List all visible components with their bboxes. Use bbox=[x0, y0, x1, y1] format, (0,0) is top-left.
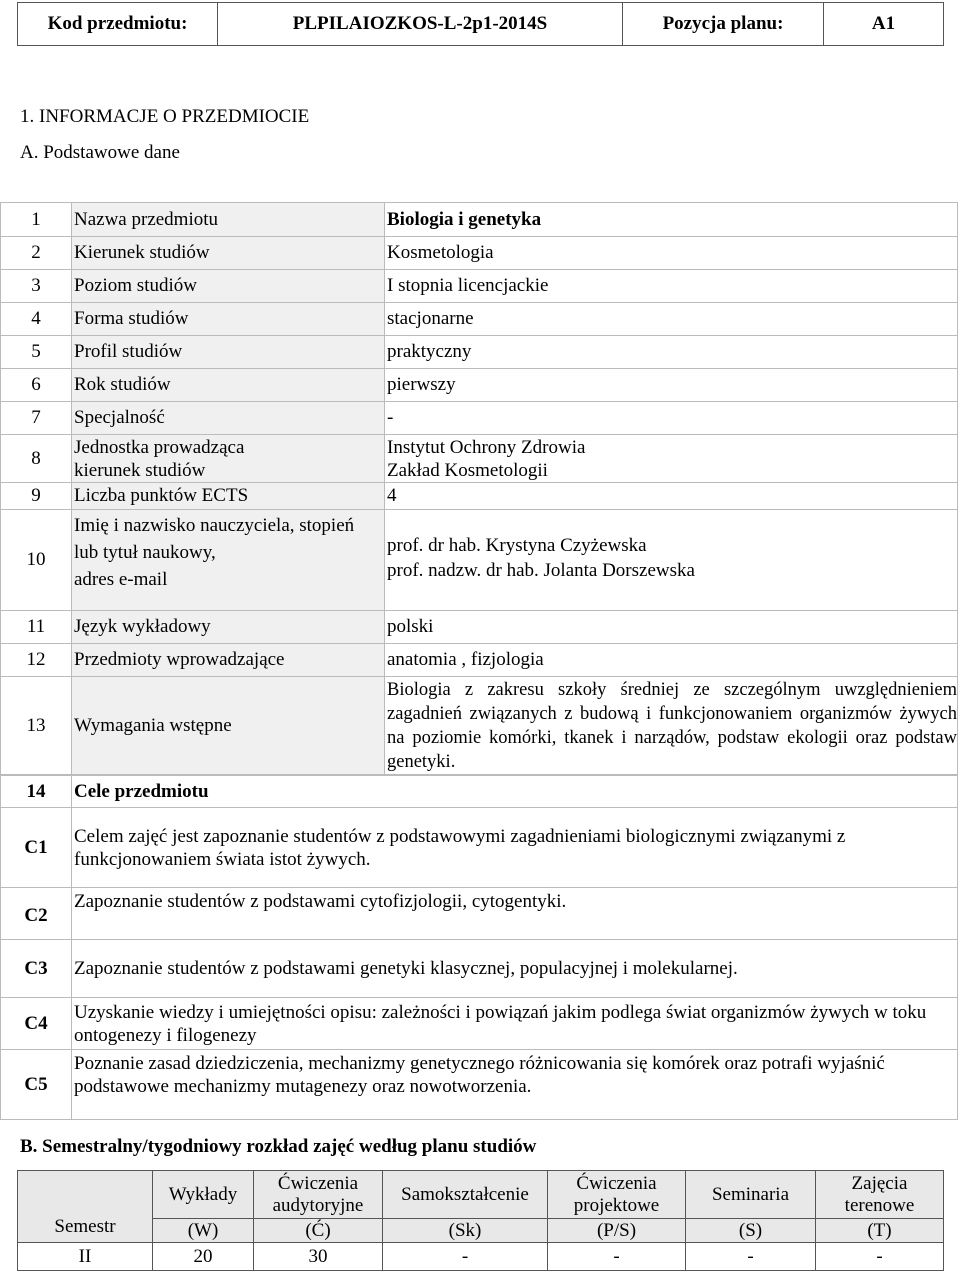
basic-info-table bbox=[0, 202, 958, 775]
row-number: 1 bbox=[1, 203, 72, 237]
goals-number: 14 bbox=[1, 776, 72, 808]
table-row bbox=[1, 435, 958, 483]
section-a-title: A. Podstawowe dane bbox=[20, 142, 180, 163]
row-value-line: Instytut Ochrony Zdrowia bbox=[387, 436, 586, 458]
column-header-line: audytoryjne bbox=[272, 1194, 364, 1216]
column-header bbox=[686, 1171, 816, 1219]
plan-label: Pozycja planu: bbox=[623, 3, 824, 46]
hours-value: - bbox=[686, 1243, 816, 1271]
header-table bbox=[17, 2, 944, 46]
row-label: Poziom studiów bbox=[72, 270, 385, 303]
goals-table bbox=[0, 775, 958, 1120]
row-label-line: adres e-mail bbox=[74, 569, 168, 590]
table-row bbox=[1, 336, 958, 369]
table-row bbox=[18, 1171, 944, 1219]
goal-code: C1 bbox=[1, 808, 72, 888]
row-value: 4 bbox=[385, 483, 958, 510]
row-value: stacjonarne bbox=[385, 303, 958, 336]
table-row bbox=[1, 483, 958, 510]
row-label bbox=[72, 510, 385, 611]
row-value: polski bbox=[385, 611, 958, 644]
row-label: Język wykładowy bbox=[72, 611, 385, 644]
column-header bbox=[383, 1171, 548, 1219]
row-number: 3 bbox=[1, 270, 72, 303]
table-row bbox=[1, 611, 958, 644]
row-label: Forma studiów bbox=[72, 303, 385, 336]
hours-value: - bbox=[548, 1243, 686, 1271]
row-value-line: prof. dr hab. Krystyna Czyżewska bbox=[387, 535, 647, 556]
goal-code: C2 bbox=[1, 888, 72, 940]
column-abbr: (W) bbox=[153, 1219, 254, 1243]
table-row bbox=[18, 1243, 944, 1271]
semester-header: Semestr bbox=[18, 1171, 153, 1243]
row-number: 7 bbox=[1, 402, 72, 435]
hours-value: - bbox=[816, 1243, 944, 1271]
row-label bbox=[72, 435, 385, 483]
column-header-line: Ćwiczenia bbox=[277, 1172, 359, 1194]
column-header bbox=[816, 1171, 944, 1219]
row-number: 11 bbox=[1, 611, 72, 644]
column-abbr: (S) bbox=[686, 1219, 816, 1243]
table-row bbox=[1, 369, 958, 402]
column-header bbox=[548, 1171, 686, 1219]
table-row bbox=[1, 888, 958, 940]
row-value: anatomia , fizjologia bbox=[385, 644, 958, 677]
row-label: Wymagania wstępne bbox=[72, 677, 385, 775]
column-abbr: (T) bbox=[816, 1219, 944, 1243]
row-value: Biologia i genetyka bbox=[385, 203, 958, 237]
row-number: 6 bbox=[1, 369, 72, 402]
row-label-line: Imię i nazwisko nauczyciela, stopień bbox=[74, 515, 355, 536]
table-row bbox=[1, 940, 958, 998]
plan-value: A1 bbox=[824, 3, 944, 46]
row-label: Nazwa przedmiotu bbox=[72, 203, 385, 237]
goal-code: C5 bbox=[1, 1050, 72, 1120]
goal-text: Uzyskanie wiedzy i umiejętności opisu: zależności i powiązań jakim podlega świat organizmów żywych w toku ontogenezy i filogenezy bbox=[72, 998, 958, 1050]
row-value-line: Zakład Kosmetologii bbox=[387, 459, 548, 481]
table-row bbox=[1, 1050, 958, 1120]
row-value: Kosmetologia bbox=[385, 237, 958, 270]
hours-value: 20 bbox=[153, 1243, 254, 1271]
column-header-line: projektowe bbox=[573, 1194, 660, 1216]
goal-text: Celem zajęć jest zapoznanie studentów z podstawowymi zagadnieniami biologicznymi związanymi z funkcjonowaniem świata istot żywych. bbox=[72, 808, 958, 888]
row-value: Biologia z zakresu szkoły średniej ze szczególnym uwzględnieniem zagadnień związanych z budową i funkcjonowaniem organizmów żywych na poziomie komórki, tkanek i narządów, podstaw ekologii oraz podstaw genetyki. bbox=[385, 677, 958, 775]
hours-value: 30 bbox=[254, 1243, 383, 1271]
semester-value: II bbox=[18, 1243, 153, 1271]
row-value: pierwszy bbox=[385, 369, 958, 402]
code-value: PLPILAIOZKOS-L-2p1-2014S bbox=[218, 3, 623, 46]
row-value bbox=[385, 435, 958, 483]
row-number: 2 bbox=[1, 237, 72, 270]
row-label-line: kierunek studiów bbox=[74, 459, 206, 481]
section-b-title: B. Semestralny/tygodniowy rozkład zajęć według planu studiów bbox=[20, 1136, 537, 1157]
row-value: praktyczny bbox=[385, 336, 958, 369]
row-number: 10 bbox=[1, 510, 72, 611]
row-number: 13 bbox=[1, 677, 72, 775]
goal-text: Zapoznanie studentów z podstawami cytofizjologii, cytogentyki. bbox=[72, 888, 958, 940]
row-label: Przedmioty wprowadzające bbox=[72, 644, 385, 677]
section-1-title: 1. INFORMACJE O PRZEDMIOCIE bbox=[20, 106, 310, 127]
row-label-line: lub tytuł naukowy, bbox=[74, 542, 216, 563]
column-header-line: Wykłady bbox=[168, 1183, 238, 1205]
row-value bbox=[385, 510, 958, 611]
table-row bbox=[1, 677, 958, 775]
row-label: Specjalność bbox=[72, 402, 385, 435]
table-row bbox=[1, 808, 958, 888]
column-header-line: Seminaria bbox=[711, 1183, 790, 1205]
goal-code: C3 bbox=[1, 940, 72, 998]
column-abbr: (Sk) bbox=[383, 1219, 548, 1243]
row-value-line: prof. nadzw. dr hab. Jolanta Dorszewska bbox=[387, 560, 695, 581]
column-header-line: Samokształcenie bbox=[401, 1183, 529, 1205]
row-value: - bbox=[385, 402, 958, 435]
table-row bbox=[1, 402, 958, 435]
table-row bbox=[1, 303, 958, 336]
column-abbr: (Ć) bbox=[254, 1219, 383, 1243]
table-row bbox=[1, 776, 958, 808]
table-row bbox=[1, 644, 958, 677]
row-label: Liczba punktów ECTS bbox=[72, 483, 385, 510]
row-label: Kierunek studiów bbox=[72, 237, 385, 270]
row-number: 5 bbox=[1, 336, 72, 369]
table-row bbox=[1, 510, 958, 611]
table-row bbox=[1, 998, 958, 1050]
column-abbr: (P/S) bbox=[548, 1219, 686, 1243]
goal-code: C4 bbox=[1, 998, 72, 1050]
hours-value: - bbox=[383, 1243, 548, 1271]
row-label: Rok studiów bbox=[72, 369, 385, 402]
table-row bbox=[18, 1219, 944, 1243]
column-header-line: Ćwiczenia bbox=[576, 1172, 657, 1194]
row-number: 12 bbox=[1, 644, 72, 677]
row-number: 4 bbox=[1, 303, 72, 336]
goal-text: Zapoznanie studentów z podstawami genetyki klasycznej, populacyjnej i molekularnej. bbox=[72, 940, 958, 998]
goals-title: Cele przedmiotu bbox=[72, 776, 958, 808]
row-number: 8 bbox=[1, 435, 72, 483]
table-row bbox=[1, 203, 958, 237]
row-label-line: Jednostka prowadząca bbox=[74, 436, 245, 458]
table-row bbox=[1, 270, 958, 303]
row-number: 9 bbox=[1, 483, 72, 510]
column-header-line: terenowe bbox=[844, 1194, 915, 1216]
column-header bbox=[153, 1171, 254, 1219]
semester-table bbox=[17, 1170, 944, 1271]
row-value: I stopnia licencjackie bbox=[385, 270, 958, 303]
goal-text: Poznanie zasad dziedziczenia, mechanizmy genetycznego różnicowania się komórek oraz potrafi wyjaśnić podstawowe mechanizmy mutagenezy oraz nowotworzenia. bbox=[72, 1050, 958, 1120]
code-label: Kod przedmiotu: bbox=[18, 3, 218, 46]
column-header-line: Zajęcia bbox=[851, 1172, 908, 1194]
table-row bbox=[1, 237, 958, 270]
row-label: Profil studiów bbox=[72, 336, 385, 369]
column-header bbox=[254, 1171, 383, 1219]
